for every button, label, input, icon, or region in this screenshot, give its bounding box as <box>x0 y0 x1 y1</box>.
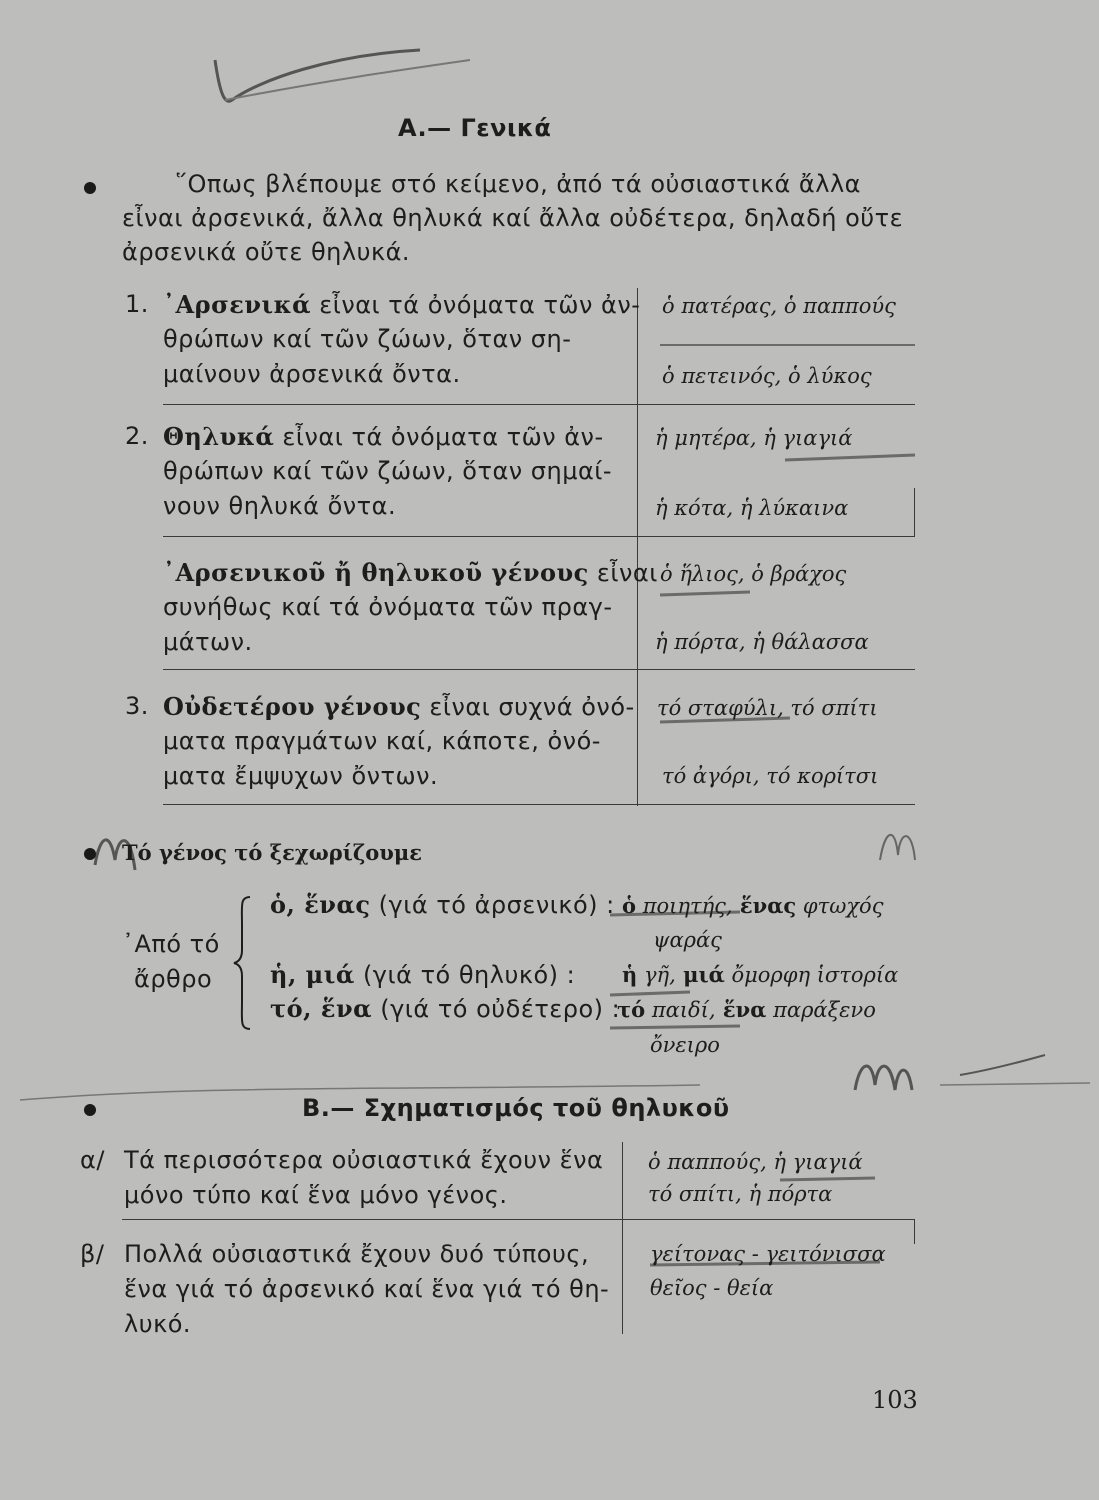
row-divider <box>163 404 915 405</box>
row-divider <box>163 536 915 537</box>
definition-line: Θηλυκά εἶναι τά ὀνόματα τῶν ἀν- <box>163 422 604 451</box>
example-text: ἡ κότα, ἡ λύκαινα <box>655 496 849 520</box>
article-row: τό, ἕνα (γιά τό οὐδέτερο) : <box>270 994 621 1023</box>
bullet-icon <box>84 1104 96 1116</box>
bullet-icon <box>84 848 96 860</box>
box-edge <box>914 1219 915 1244</box>
definition-line: ᾿Αρσενικοῦ ἤ θηλυκοῦ γένους εἶναι <box>163 558 658 587</box>
table-b-divider <box>622 1142 623 1334</box>
row-marker: β/ <box>80 1240 105 1268</box>
article-label-line-1: ᾿Από τό <box>122 930 220 958</box>
article-example-cont: ὄνειρο <box>650 1033 720 1057</box>
section-b-title: B.— Σχηματισμός τοῦ θηλυκοῦ <box>302 1094 730 1122</box>
article-example: ὁ ποιητής, ἕνας φτωχός <box>622 893 884 918</box>
article-example-cont: ψαράς <box>653 928 722 952</box>
row-divider <box>163 804 915 805</box>
example-text: τό σταφύλι, τό σπίτι <box>657 696 878 720</box>
example-text: ἡ μητέρα, ἡ γιαγιά <box>655 426 853 450</box>
intro-line-1: ῞Οπως βλέπουμε στό κείμενο, ἀπό τά οὐσιαστικά ἄλλα <box>175 170 861 198</box>
article-example: τό παιδί, ἕνα παράξενο <box>617 997 876 1022</box>
definition-line: θρώπων καί τῶν ζώων, ὅταν σημαί- <box>163 457 613 485</box>
intro-line-3: ἀρσενικά οὔτε θηλυκά. <box>122 238 411 266</box>
article-row: ἡ, μιά (γιά τό θηλυκό) : <box>270 960 576 989</box>
definition-line: θρώπων καί τῶν ζώων, ὅταν ση- <box>163 325 572 353</box>
article-example: ἡ γῆ, μιά ὄμορφη ἱστορία <box>622 962 899 987</box>
article-label-line-2: ἄρθρο <box>134 965 213 993</box>
intro-line-2: εἶναι ἀρσενικά, ἄλλα θηλυκά καί ἄλλα οὐδέτερα, δηλαδή οὔτε <box>122 204 904 232</box>
example-text: ὁ παππούς, ἡ γιαγιά <box>648 1150 863 1174</box>
rule-line: Τά περισσότερα οὐσιαστικά ἔχουν ἕνα <box>124 1146 604 1174</box>
definition-line: Οὐδετέρου γένους εἶναι συχνά ὀνό- <box>163 692 635 721</box>
page-number: 103 <box>872 1386 918 1414</box>
rule-line: λυκό. <box>124 1310 192 1338</box>
row-number: 2. <box>125 422 149 450</box>
example-text: γείτονας - γειτόνισσα <box>650 1242 886 1266</box>
definition-line: ματα πραγμάτων καί, κάποτε, ὀνό- <box>163 727 601 755</box>
bullet-icon <box>84 182 96 194</box>
box-edge <box>914 488 915 536</box>
definition-line: ᾿Αρσενικά εἶναι τά ὀνόματα τῶν ἀν- <box>163 290 641 319</box>
example-text: τό ἀγόρι, τό κορίτσι <box>662 764 879 788</box>
example-text: ὁ πατέρας, ὁ παππούς <box>662 294 896 318</box>
section-a-title: A.— Γενικά <box>398 114 552 142</box>
definition-line: συνήθως καί τά ὀνόματα τῶν πραγ- <box>163 593 613 621</box>
example-text: ἡ πόρτα, ἡ θάλασσα <box>655 630 869 654</box>
example-text: τό σπίτι, ἡ πόρτα <box>648 1182 833 1206</box>
article-row: ὁ, ἕνας (γιά τό ἀρσενικό) : <box>270 890 615 919</box>
example-text: ὁ πετεινός, ὁ λύκος <box>662 364 872 388</box>
table-a-divider <box>637 288 638 806</box>
gender-heading: Τό γένος τό ξεχωρίζουμε <box>122 840 422 865</box>
rule-line: μόνο τύπο καί ἕνα μόνο γένος. <box>124 1181 508 1209</box>
curly-brace-icon <box>232 895 254 1031</box>
example-text: ὁ ἥλιος, ὁ βράχος <box>660 562 847 586</box>
definition-line: νουν θηλυκά ὄντα. <box>163 492 397 520</box>
row-marker: α/ <box>80 1146 105 1174</box>
rule-line: Πολλά οὐσιαστικά ἔχουν δυό τύπους, <box>124 1240 590 1268</box>
definition-line: μαίνουν ἀρσενικά ὄντα. <box>163 360 461 388</box>
example-text: θεῖος - θεία <box>650 1276 774 1300</box>
row-number: 3. <box>125 692 149 720</box>
definition-line: μάτων. <box>163 628 253 656</box>
row-divider <box>122 1219 915 1220</box>
rule-line: ἕνα γιά τό ἀρσενικό καί ἕνα γιά τό θη- <box>124 1275 610 1303</box>
definition-line: ματα ἔμψυχων ὄντων. <box>163 762 439 790</box>
row-number: 1. <box>125 290 149 318</box>
row-divider <box>163 669 915 670</box>
